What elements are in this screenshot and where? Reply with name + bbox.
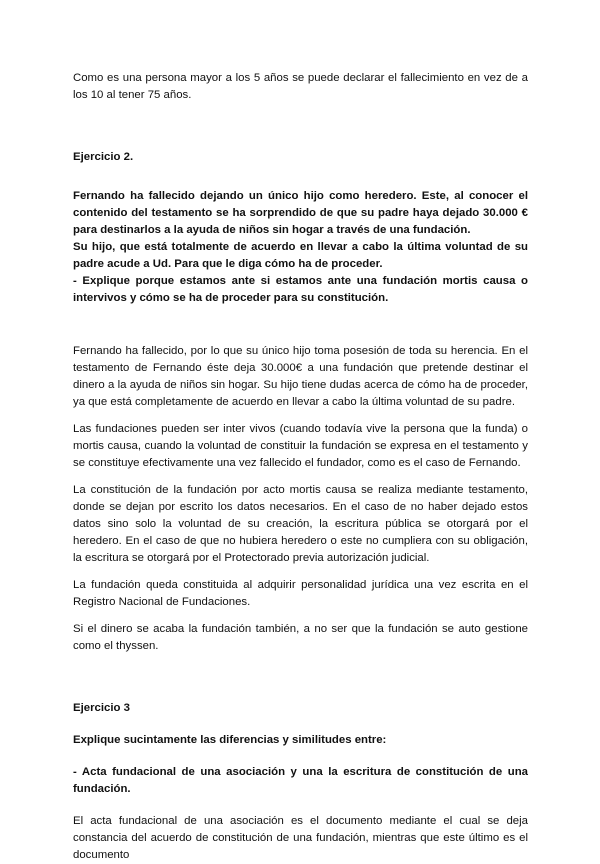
exercise-3-prompt: Explique sucintamente las diferencias y similitudes entre: (73, 734, 387, 746)
exercise-2-statement-line: - Explique porque estamos ante si estamos ante una fundación mortis causa o intervivos y cómo se ha de proceder para su constitución. (73, 275, 528, 304)
exercise-2-statement-line: Su hijo, que está totalmente de acuerdo en llevar a cabo la última voluntad de su padre acude a Ud. Para que le diga cómo ha de proceder. (73, 241, 528, 270)
exercise-2-statement-line: Fernando ha fallecido dejando un único hijo como heredero. Este, al conocer el contenido del testamento se ha sorprendido de que su padre haya dejado 30.000 € para destinarlos a la ayuda de niños sin hogar a través de una fundación. (73, 190, 528, 236)
intro-paragraph: Como es una persona mayor a los 5 años se puede declarar el fallecimiento en vez de a los 10 al tener 75 años. (73, 72, 528, 101)
exercise-2-answer-paragraph: Las fundaciones pueden ser inter vivos (cuando todavía vive la persona que la funda) o mortis causa, cuando la voluntad de constituir la fundación se expresa en el testamento y se constituye efectivamente una vez fallecido el fundador, como es el caso de Fernando. (73, 423, 528, 469)
exercise-2-statement (73, 188, 528, 307)
document-page (73, 70, 528, 864)
exercise-3-answer-paragraph: El acta fundacional de una asociación es el documento mediante el cual se deja constancia del acuerdo de constitución de una fundación, mientras que este último es el documento (73, 815, 528, 861)
exercise-2-answer-paragraph: La fundación queda constituida al adquirir personalidad jurídica una vez escrita en el Registro Nacional de Fundaciones. (73, 579, 528, 608)
exercise-2-answer-paragraph: Si el dinero se acaba la fundación también, a no ser que la fundación se auto gestione como el thyssen. (73, 623, 528, 652)
exercise-3-subquestion: - Acta fundacional de una asociación y una la escritura de constitución de una fundación. (73, 766, 528, 795)
exercise-2-answer-paragraph: Fernando ha fallecido, por lo que su único hijo toma posesión de toda su herencia. En el testamento de Fernando éste deja 30.000€ a una fundación que pretende destinar el dinero a la ayuda de niños sin hogar. Su hijo tiene dudas acerca de cómo ha de proceder, ya que está completamente de acuerdo en llevar a cabo la última voluntad de su padre. (73, 345, 528, 408)
exercise-2-heading: Ejercicio 2. (73, 151, 134, 163)
exercise-3-heading: Ejercicio 3 (73, 702, 130, 714)
exercise-2-answer-paragraph: La constitución de la fundación por acto mortis causa se realiza mediante testamento, donde se dejan por escrito los datos necesarios. En el caso de no haber dejado estos datos sino solo la voluntad de su creación, la escritura pública se otorgará por el heredero. En el caso de que no hubiera heredero o este no cumpliera con su obligación, la escritura se otorgará por el Protectorado previa autorización judicial. (73, 484, 528, 564)
